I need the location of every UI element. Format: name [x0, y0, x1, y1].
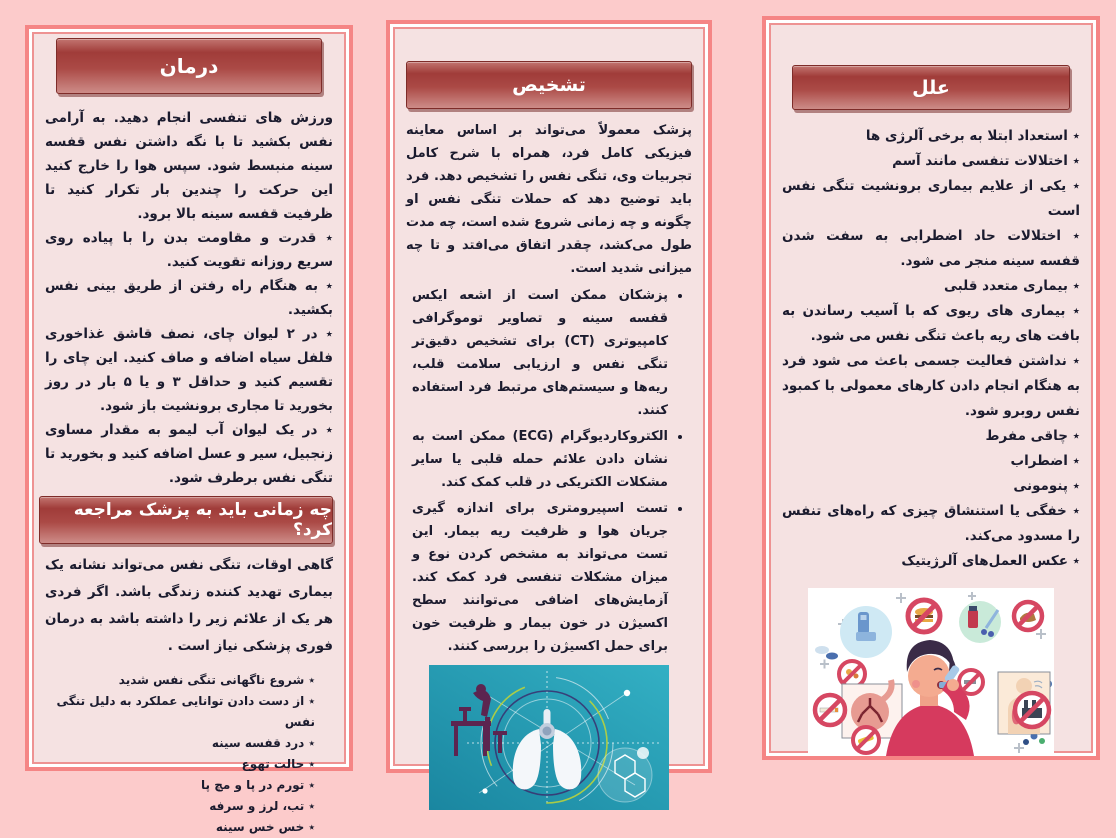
- treatment-body: [45, 106, 333, 490]
- causes-illustration: [808, 588, 1054, 756]
- treatment-paragraph: ٭ به هنگام راه رفتن از طریق بینی نفس بکشید.: [45, 278, 333, 318]
- no-smoking-icon: [815, 695, 845, 725]
- cause-item: ٭ استعداد ابتلا به برخی آلرژی ها: [865, 128, 1080, 144]
- cause-item: ٭ چاقی مفرط: [985, 428, 1080, 444]
- causes-list: [782, 124, 1080, 574]
- inhaler-icon: [840, 606, 892, 658]
- treatment-header: درمان: [56, 38, 322, 94]
- symptom-item: ٭ تب، لرز و سرفه: [209, 799, 315, 813]
- when-to-see-doctor-header: چه زمانی باید به پزشک مراجعه کرد؟: [39, 496, 333, 544]
- cause-item: ٭ نداشتن فعالیت جسمی باعث می شود فرد به هنگام انجام دادن کارهای معمولی با کمبود نفس روبرو شود.: [782, 353, 1080, 419]
- treatment-paragraph: ٭ در یک لیوان آب لیمو به مقدار مساوی زنجبیل، سیر و عسل اضافه کنید و بخورید تا تنگی نفس برطرف شود.: [45, 422, 333, 486]
- no-dog-icon: [1014, 602, 1042, 630]
- treatment-paragraph: ٭ در ۲ لیوان چای، نصف قاشق غذاخوری فلفل سیاه اضافه و صاف کنید. این چای را تقسیم کنید و حداقل ۳ و یا ۵ بار در روز بخورید تا مجاری برونشیت باز شود.: [45, 326, 333, 414]
- diagnosis-panel: [386, 20, 712, 773]
- no-burger-icon: [908, 600, 940, 632]
- cause-item: ٭ بیماری متعدد قلبی: [943, 278, 1080, 294]
- cause-item: ٭ بیماری های ریوی که با آسیب رساندن به بافت های ریه باعث تنگی نفس می شود.: [782, 303, 1080, 344]
- diagnosis-intro: پزشک معمولاً می‌تواند بر اساس معاینه فیزیکی کامل فرد، همراه با شرح کامل تجربیات وی، تنگی نفس را تشخیص دهد. فرد باید توضیح دهد که حملات تنگی نفس او چگونه و چه زمانی شروع شده است، چه مدت طول می‌کشد، چقدر اتفاق می‌افتد و تا چه میزانی شدید است.: [406, 123, 692, 276]
- symptom-item: ٭ درد قفسه سینه: [211, 736, 315, 750]
- cause-item: ٭ پنومونی: [1013, 478, 1080, 494]
- treatment-paragraph: ٭ قدرت و مقاومت بدن را با پیاده روی سریع روزانه تقویت کنید.: [45, 230, 333, 270]
- no-factory-icon: [1015, 693, 1049, 727]
- molecule-icon: [598, 747, 652, 802]
- diagnosis-bullet: • الکتروکاردیوگرام (ECG) ممکن است به نشان دادن علائم حمله قلبی یا سایر مشکلات الکتریکی در قلب کمک کند.: [412, 425, 668, 494]
- medicines-icon: [959, 601, 1001, 643]
- diagnosis-header: تشخیص: [406, 61, 692, 109]
- symptom-item: ٭ شروع ناگهانی تنگی نفس شدید: [118, 673, 315, 687]
- symptom-item: ٭ حالت تهوع: [241, 757, 315, 771]
- diagnosis-bullet: • تست اسپیرومتری برای اندازه گیری جریان هوا و ظرفیت ریه بیمار. این تست می‌تواند به مشخص کردن نوع و میزان مشکلات تنفسی فرد کمک کند. آزمایش‌های اضافی می‌توانند سطح اکسیژن در خون بیمار و ظرفیت خون برای حمل اکسیژن را بررسی کنند.: [412, 497, 668, 658]
- when-to-see-doctor-intro: گاهی اوقات، تنگی نفس می‌تواند نشانه یک بیماری تهدید کننده زندگی باشد. اگر فردی هر یک از علائم زیر را داشته باشد به درمان فوری پزشکی نیاز است .: [45, 557, 333, 654]
- cause-item: ٭ خفگی یا استنشاق چیزی که راه‌های تنفس را مسدود می‌کند.: [782, 503, 1080, 544]
- cause-item: ٭ یکی از علایم بیماری برونشیت تنگی نفس است: [782, 178, 1080, 219]
- causes-panel: [762, 16, 1100, 760]
- cause-item: ٭ عکس العمل‌های آلرژیتیک: [901, 553, 1080, 569]
- cause-item: ٭ اختلالات حاد اضطرابی به سفت شدن قفسه سینه منجر می شود.: [782, 228, 1080, 269]
- symptom-item: ٭ از دست دادن توانایی عملکرد به دلیل تنگی نفس: [56, 694, 315, 729]
- diagnosis-bullet: • پزشکان ممکن است از اشعه ایکس قفسه سینه و تصاویر توموگرافی کامپیوتری (CT) برای تشخیص دقیق‌تر تنگی نفس و ارزیابی سلامت قلب، ریه‌ها و سیستم‌های مرتبط فرد استفاده کنند.: [412, 284, 668, 422]
- no-pollen-icon: [839, 661, 865, 687]
- cause-item: ٭ اضطراب: [1010, 453, 1080, 469]
- treatment-paragraph: ورزش های تنفسی انجام دهید. به آرامی نفس بکشید تا با نگه داشتن نفس قفسه سینه منبسط شود. سپس هوا را خارج کنید این حرکت را چندین بار تکرار کنید تا ظرفیت قفسه سینه بالا برود.: [45, 110, 333, 222]
- symptom-list: [45, 670, 333, 838]
- cause-item: ٭ اختلالات تنفسی مانند آسم: [892, 153, 1080, 169]
- diagnosis-illustration: [429, 665, 669, 810]
- symptom-item: ٭ تورم در پا و مچ پا: [201, 778, 315, 792]
- symptom-item: ٭ خس خس سینه: [215, 820, 315, 834]
- no-allergen-icon: [853, 727, 879, 753]
- causes-header: علل: [792, 65, 1070, 110]
- diagnosis-bullet-list: [406, 284, 692, 658]
- treatment-panel: [25, 25, 353, 834]
